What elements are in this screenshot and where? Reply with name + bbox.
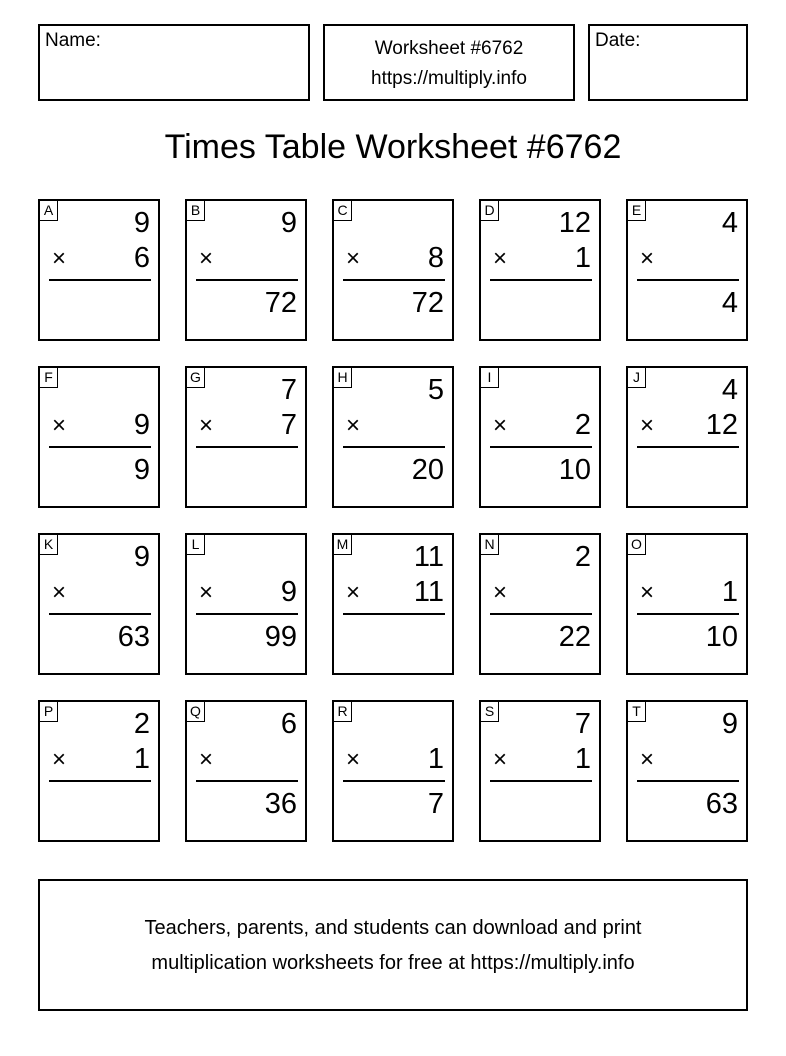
multiplier: 7 — [280, 409, 297, 441]
multiplier: 1 — [427, 743, 444, 775]
times-sign: × — [640, 412, 655, 439]
answer-line — [196, 446, 298, 448]
product: 36 — [264, 788, 297, 820]
worksheet-number: Worksheet #6762 — [374, 38, 524, 59]
multiplier: 1 — [574, 743, 591, 775]
answer-line — [343, 780, 445, 782]
problem-letter: A — [40, 201, 58, 221]
times-sign: × — [52, 412, 67, 439]
product: 7 — [427, 788, 444, 820]
name-field-box — [38, 24, 310, 101]
multiplicand: 4 — [721, 207, 738, 239]
multiplier: 9 — [133, 409, 150, 441]
problem-letter: Q — [187, 702, 205, 722]
multiplicand: 9 — [133, 541, 150, 573]
product: 20 — [411, 454, 444, 486]
times-sign: × — [493, 579, 508, 606]
multiplicand: 7 — [574, 708, 591, 740]
multiplicand: 9 — [133, 207, 150, 239]
problem-letter: K — [40, 535, 58, 555]
footer-line-2: multiplication worksheets for free at https://multiply.info — [151, 952, 635, 974]
answer-line — [637, 780, 739, 782]
multiplicand: 5 — [427, 374, 444, 406]
problem-letter: L — [187, 535, 205, 555]
problem-t — [626, 700, 748, 842]
problem-c — [332, 199, 454, 341]
problem-letter: I — [481, 368, 499, 388]
problem-f — [38, 366, 160, 508]
times-sign: × — [640, 746, 655, 773]
times-sign: × — [346, 579, 361, 606]
product: 10 — [558, 454, 591, 486]
problem-letter: G — [187, 368, 205, 388]
problem-i — [479, 366, 601, 508]
multiplicand: 9 — [721, 708, 738, 740]
answer-line — [49, 446, 151, 448]
multiplier: 1 — [133, 743, 150, 775]
date-label: Date: — [595, 30, 641, 51]
problem-h — [332, 366, 454, 508]
multiplicand: 6 — [280, 708, 297, 740]
answer-line — [490, 279, 592, 281]
product: 72 — [411, 287, 444, 319]
answer-line — [196, 780, 298, 782]
product: 4 — [721, 287, 738, 319]
multiplier: 9 — [280, 576, 297, 608]
multiplier: 8 — [427, 242, 444, 274]
name-label: Name: — [45, 30, 101, 51]
multiplicand: 2 — [574, 541, 591, 573]
multiplicand: 7 — [280, 374, 297, 406]
multiplier: 2 — [574, 409, 591, 441]
problem-j — [626, 366, 748, 508]
problem-letter: N — [481, 535, 499, 555]
times-sign: × — [199, 579, 214, 606]
multiplier: 6 — [133, 242, 150, 274]
problem-k — [38, 533, 160, 675]
problem-m — [332, 533, 454, 675]
answer-line — [637, 446, 739, 448]
times-sign: × — [52, 746, 67, 773]
answer-line — [196, 279, 298, 281]
product: 10 — [705, 621, 738, 653]
times-sign: × — [346, 245, 361, 272]
product: 63 — [705, 788, 738, 820]
multiplier: 1 — [721, 576, 738, 608]
problem-letter: B — [187, 201, 205, 221]
problem-letter: O — [628, 535, 646, 555]
product: 22 — [558, 621, 591, 653]
problem-letter: E — [628, 201, 646, 221]
times-sign: × — [640, 579, 655, 606]
times-sign: × — [199, 746, 214, 773]
times-sign: × — [52, 245, 67, 272]
multiplicand: 12 — [558, 207, 591, 239]
multiplicand: 4 — [721, 374, 738, 406]
times-sign: × — [346, 746, 361, 773]
multiplicand: 11 — [413, 541, 444, 573]
product: 99 — [264, 621, 297, 653]
problem-letter: R — [334, 702, 352, 722]
answer-line — [49, 613, 151, 615]
problem-letter: M — [334, 535, 352, 555]
problem-o — [626, 533, 748, 675]
problem-letter: C — [334, 201, 352, 221]
answer-line — [196, 613, 298, 615]
product: 72 — [264, 287, 297, 319]
multiplier: 1 — [574, 242, 591, 274]
problem-s — [479, 700, 601, 842]
answer-line — [490, 780, 592, 782]
answer-line — [637, 613, 739, 615]
problem-d — [479, 199, 601, 341]
answer-line — [490, 446, 592, 448]
date-field-box — [588, 24, 748, 101]
answer-line — [343, 279, 445, 281]
multiplier: 12 — [705, 409, 738, 441]
times-sign: × — [199, 245, 214, 272]
problem-letter: T — [628, 702, 646, 722]
problem-g — [185, 366, 307, 508]
problem-letter: D — [481, 201, 499, 221]
problem-b — [185, 199, 307, 341]
product: 63 — [117, 621, 150, 653]
multiplicand: 2 — [133, 708, 150, 740]
times-sign: × — [640, 245, 655, 272]
problem-q — [185, 700, 307, 842]
problem-n — [479, 533, 601, 675]
answer-line — [49, 780, 151, 782]
answer-line — [490, 613, 592, 615]
answer-line — [343, 446, 445, 448]
multiplier: 11 — [413, 576, 444, 608]
problem-letter: P — [40, 702, 58, 722]
answer-line — [637, 279, 739, 281]
product: 9 — [133, 454, 150, 486]
answer-line — [49, 279, 151, 281]
footer-box — [38, 879, 748, 1011]
times-sign: × — [52, 579, 67, 606]
problem-e — [626, 199, 748, 341]
times-sign: × — [346, 412, 361, 439]
times-sign: × — [493, 412, 508, 439]
problem-l — [185, 533, 307, 675]
problem-a — [38, 199, 160, 341]
answer-line — [343, 613, 445, 615]
problem-r — [332, 700, 454, 842]
footer-line-1: Teachers, parents, and students can download and print — [144, 917, 642, 939]
worksheet-id-box — [323, 24, 575, 101]
problem-p — [38, 700, 160, 842]
problem-letter: F — [40, 368, 58, 388]
problem-letter: J — [628, 368, 646, 388]
times-sign: × — [199, 412, 214, 439]
worksheet-url: https://multiply.info — [371, 68, 527, 89]
page-title: Times Table Worksheet #6762 — [164, 128, 622, 166]
problem-letter: S — [481, 702, 499, 722]
times-sign: × — [493, 245, 508, 272]
times-sign: × — [493, 746, 508, 773]
problem-letter: H — [334, 368, 352, 388]
multiplicand: 9 — [280, 207, 297, 239]
